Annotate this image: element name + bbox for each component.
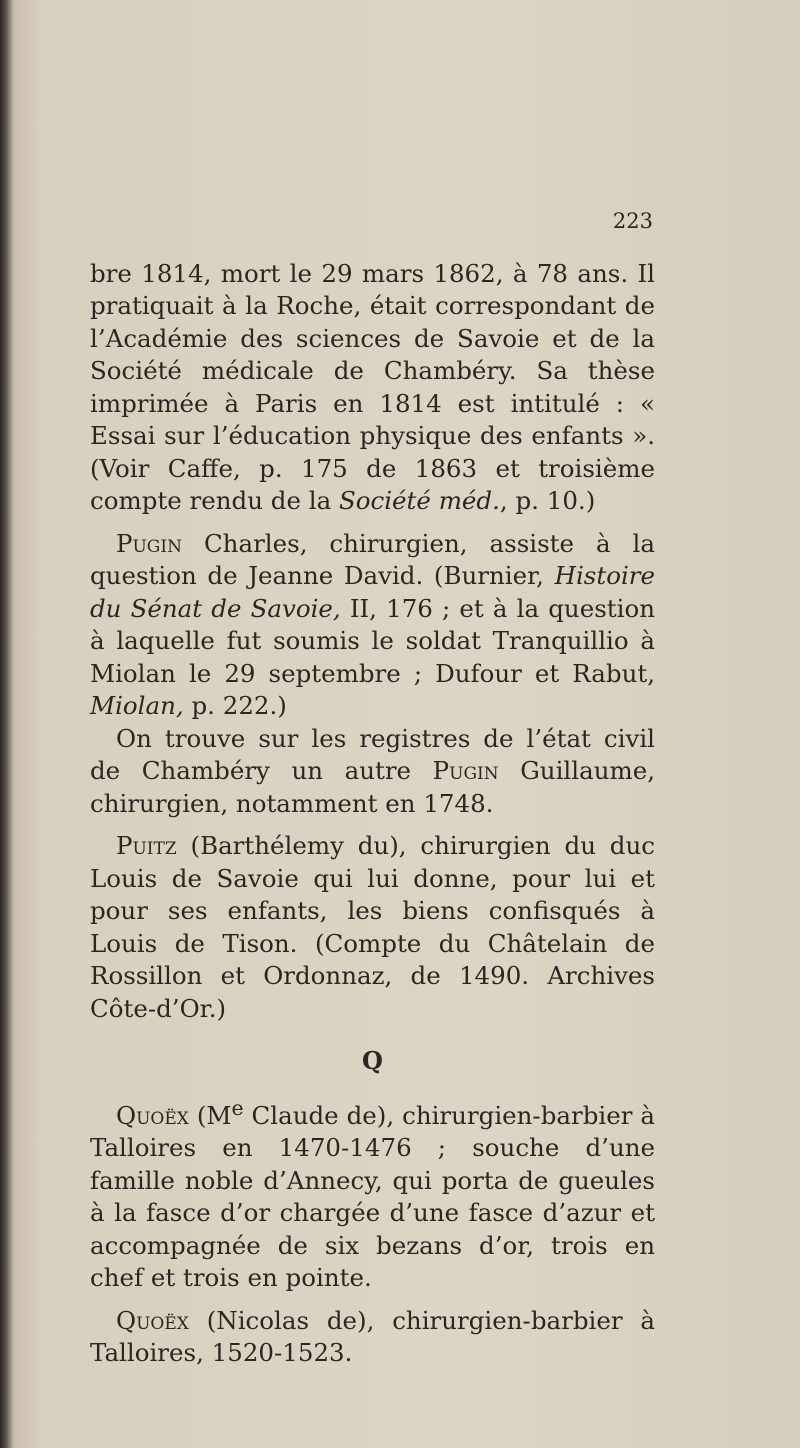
entry-pugin-guillaume (90, 723, 655, 821)
entry-quoex-claude (90, 1092, 655, 1295)
entry-name: Quoëx (116, 1305, 189, 1335)
text: Guillaume, chirurgien, notamment en 1748. (90, 756, 655, 818)
page-number: 223 (612, 209, 653, 233)
entry-pugin-charles (90, 528, 655, 723)
text: Charles, chirurgien, assiste à la question de Jeanne David. (Burnier, (90, 528, 655, 590)
page-content (90, 205, 655, 1370)
paragraph-continuation (90, 258, 655, 518)
italic-reference: Histoire du Sénat de Savoie, (90, 561, 655, 623)
text: On trouve sur les registres de l’état civil de Chambéry un autre (90, 723, 655, 785)
italic-reference: Miolan, (90, 691, 184, 720)
text: Claude de), chirurgien-barbier à Talloires en 1470-1476 ; souche d’une famille noble d’Annecy, qui porta de gueules à la fasce d’or chargée d’une fasce d’azur et accompagnée de six bezans d’or, trois en chef et trois en pointe. (90, 1100, 655, 1293)
entry-name: Pugin (116, 528, 182, 558)
text: (Barthélemy du), chirurgien du duc Louis de Savoie qui lui donne, pour lui et pour ses enfants, les biens confisqués à Louis de Tison. (Compte du Châtelain de Rossillon et Ordonnaz, de 1490. Archives Côte-d’Or.) (90, 831, 655, 1023)
text: (Nicolas de), chirurgien-barbier à Talloires, 1520-1523. (90, 1305, 655, 1368)
text: II, 176 ; et à la question à laquelle fut soumis le soldat Tranquillio à Miolan le 29 septembre ; Dufour et Rabut, (90, 593, 655, 688)
italic-reference: Société méd. (338, 486, 500, 515)
text: bre 1814, mort le 29 mars 1862, à 78 ans. Il pratiquait à la Roche, était correspondant de l’Académie des sciences de Savoie et de la Société médicale de Chambéry. Sa thèse imprimée à Paris en 1814 est intitulé : « Essai sur l’éducation physique des enfants ». (Voir Caffe, p. 175 de 1863 et troisième compte rendu de la (90, 258, 655, 515)
entry-name: Pugin (432, 756, 499, 785)
text: p. 222.) (183, 691, 287, 720)
entry-puitz (90, 830, 655, 1025)
superscript: e (231, 1095, 244, 1120)
section-letter: Q (362, 1046, 383, 1075)
entry-quoex-nicolas (90, 1305, 655, 1370)
text: (M (188, 1100, 232, 1130)
entry-name: Puitz (116, 831, 177, 860)
text: , p. 10.) (499, 486, 596, 515)
entry-name: Quoëx (116, 1100, 189, 1130)
